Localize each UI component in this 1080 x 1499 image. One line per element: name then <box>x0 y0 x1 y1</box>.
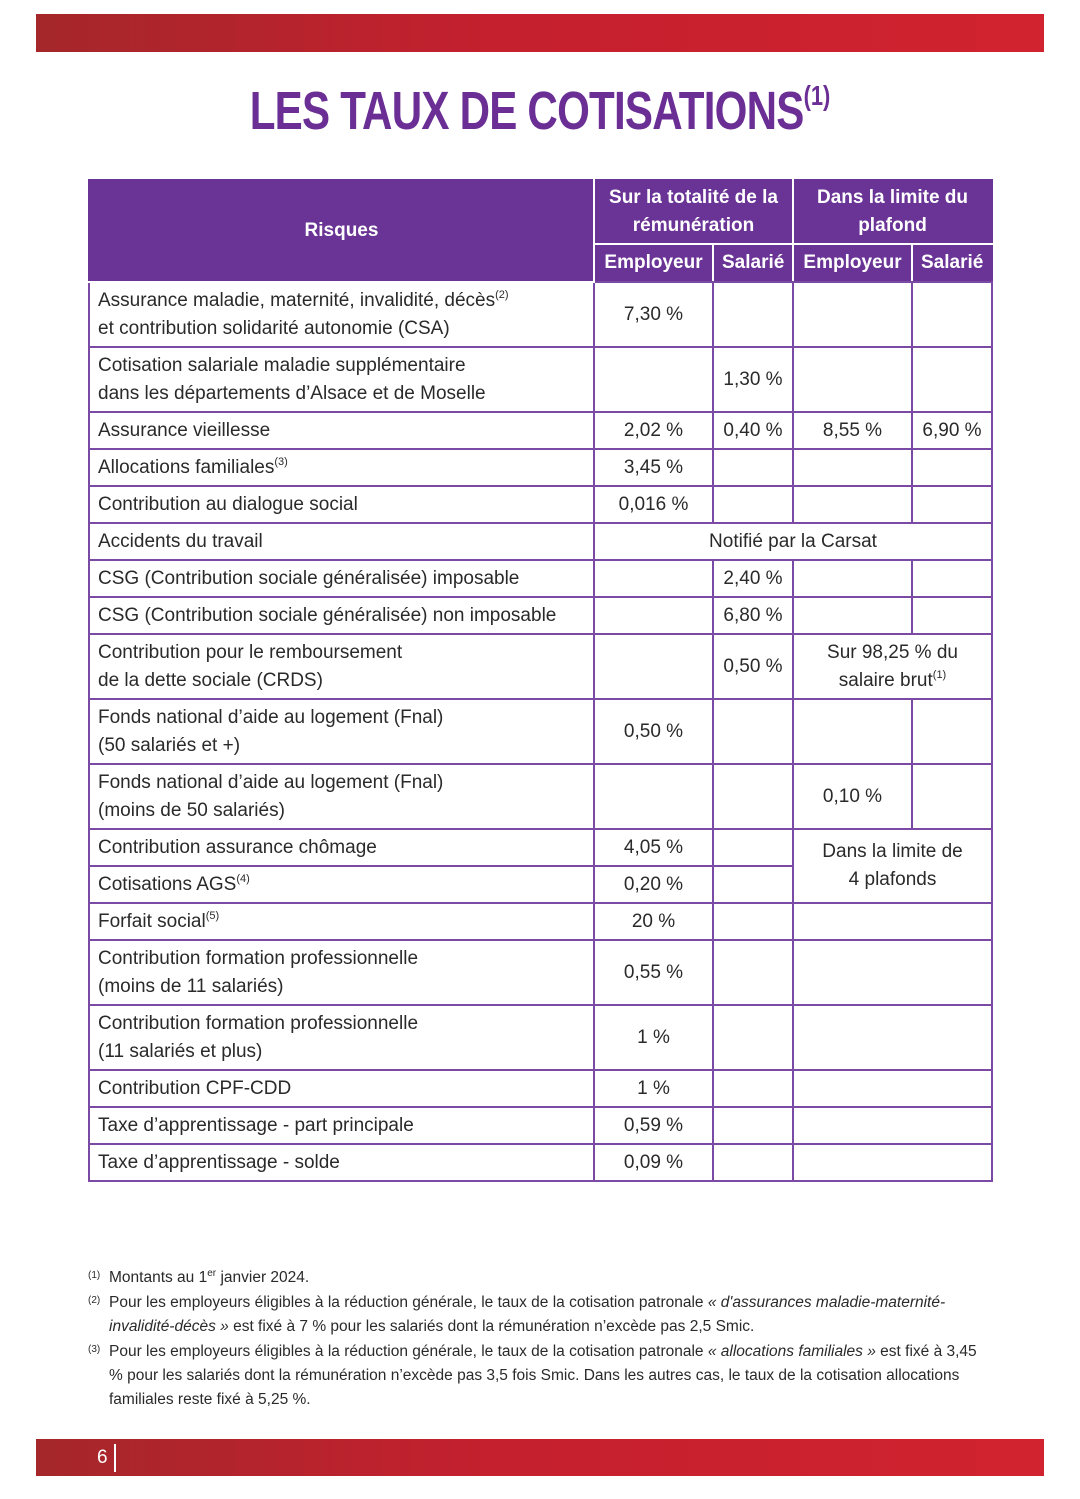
footnote <box>88 1340 993 1412</box>
total-employee-rate <box>713 1070 793 1107</box>
ceiling-employee-rate <box>912 699 992 764</box>
table-row <box>89 1107 992 1144</box>
ceiling-empty <box>793 1070 992 1107</box>
risk-label: Contribution CPF-CDD <box>89 1070 594 1107</box>
table-row <box>89 412 992 449</box>
ceiling-merged-note: Dans la limite de 4 plafonds <box>793 829 992 903</box>
total-employer-rate: 4,05 % <box>594 829 713 866</box>
header-group-ceiling: Dans la limite du plafond <box>793 180 992 244</box>
footnote-mark: (1) <box>88 1270 101 1281</box>
total-employee-rate: 0,50 % <box>713 634 793 699</box>
total-employee-rate <box>713 866 793 903</box>
total-employee-rate <box>713 764 793 829</box>
table-row <box>89 940 992 1005</box>
total-employee-rate <box>713 486 793 523</box>
total-employer-rate: 0,55 % <box>594 940 713 1005</box>
top-color-band <box>36 14 1044 52</box>
ceiling-employee-rate <box>912 764 992 829</box>
risk-label: Allocations familiales$^{(3)}$ <box>89 449 594 486</box>
ceiling-empty <box>793 1144 992 1181</box>
table-row <box>89 486 992 523</box>
ceiling-empty <box>793 1107 992 1144</box>
table-row <box>89 282 992 347</box>
total-employer-rate: 0,59 % <box>594 1107 713 1144</box>
ceiling-employee-rate <box>912 560 992 597</box>
table-row <box>89 699 992 764</box>
bottom-color-band <box>36 1439 1044 1476</box>
footnote-mark: (3) <box>88 1344 101 1355</box>
table-row <box>89 347 992 412</box>
header-risks: Risques <box>89 180 594 282</box>
table-row <box>89 1070 992 1107</box>
footnote-text: Pour les employeurs éligibles à la réduction générale, le taux de la cotisation patronale « d'assurances maladie-maternité-invalidité-décès » est fixé à 7 % pour les salariés dont la rémunération n’excède pas 2,5 Smic. <box>109 1294 946 1335</box>
ceiling-employee-rate <box>912 347 992 412</box>
risk-label: Contribution au dialogue social <box>89 486 594 523</box>
total-employer-rate <box>594 560 713 597</box>
total-employee-rate <box>713 829 793 866</box>
page-title <box>119 80 961 142</box>
ceiling-empty <box>793 1005 992 1070</box>
total-employer-rate: 3,45 % <box>594 449 713 486</box>
total-employer-rate <box>594 634 713 699</box>
table-row <box>89 764 992 829</box>
total-employer-rate: 0,016 % <box>594 486 713 523</box>
header-total-employer: Employeur <box>594 244 713 282</box>
total-employee-rate: 6,80 % <box>713 597 793 634</box>
footnote-text: Pour les employeurs éligibles à la réduction générale, le taux de la cotisation patronale « allocations familiales » est fixé à 3,45 % pour les salariés dont la rémunération n’excède pas 3,5 fois Smic. Dans les autres cas, le taux de la cotisation allocations familiales reste fixé à 5,25 %. <box>109 1343 977 1408</box>
total-employer-rate: 20 % <box>594 903 713 940</box>
total-employer-rate <box>594 764 713 829</box>
footnote <box>88 1266 993 1290</box>
page-title-text: LES TAUX DE COTISATIONS <box>249 81 804 141</box>
ceiling-employer-rate: 0,10 % <box>793 764 912 829</box>
risk-label: Cotisation salariale maladie supplémentaire dans les départements d’Alsace et de Moselle <box>89 347 594 412</box>
footnote-mark: (2) <box>88 1295 101 1306</box>
ceiling-employer-rate: 8,55 % <box>793 412 912 449</box>
total-employer-rate: 0,50 % <box>594 699 713 764</box>
header-ceiling-employee: Salarié <box>912 244 992 282</box>
footnote <box>88 1291 993 1339</box>
ceiling-empty <box>793 903 992 940</box>
total-employee-rate <box>713 449 793 486</box>
total-employee-rate: 2,40 % <box>713 560 793 597</box>
ceiling-employer-rate <box>793 486 912 523</box>
total-employer-rate <box>594 347 713 412</box>
total-employee-rate: 0,40 % <box>713 412 793 449</box>
table-row <box>89 523 992 560</box>
table-row <box>89 449 992 486</box>
risk-label: Assurance vieillesse <box>89 412 594 449</box>
table-row <box>89 560 992 597</box>
header-total-employee: Salarié <box>713 244 793 282</box>
total-employee-rate <box>713 282 793 347</box>
header-ceiling-employer: Employeur <box>793 244 912 282</box>
risk-label: Contribution formation professionnelle (11 salariés et plus) <box>89 1005 594 1070</box>
table-row <box>89 829 992 866</box>
table-row <box>89 597 992 634</box>
total-employee-rate <box>713 940 793 1005</box>
table-row <box>89 634 992 699</box>
ceiling-employer-rate <box>793 699 912 764</box>
footnotes <box>88 1266 993 1413</box>
footnote-text: Montants au 1er janvier 2024. <box>109 1268 310 1286</box>
ceiling-employer-rate <box>793 597 912 634</box>
total-employer-rate: 1 % <box>594 1005 713 1070</box>
risk-label: Contribution pour le remboursement de la dette sociale (CRDS) <box>89 634 594 699</box>
total-employee-rate: 1,30 % <box>713 347 793 412</box>
page-title-note: (1) <box>803 80 831 111</box>
risk-label: Accidents du travail <box>89 523 594 560</box>
ceiling-employer-rate <box>793 560 912 597</box>
total-employee-rate <box>713 1144 793 1181</box>
total-employee-rate <box>713 699 793 764</box>
ceiling-employer-rate <box>793 449 912 486</box>
total-employer-rate <box>594 597 713 634</box>
ceiling-employee-rate <box>912 597 992 634</box>
table-row <box>89 903 992 940</box>
ceiling-employee-rate: 6,90 % <box>912 412 992 449</box>
ceiling-employee-rate <box>912 449 992 486</box>
ceiling-employer-rate <box>793 347 912 412</box>
ceiling-empty <box>793 940 992 1005</box>
ceiling-merged-note: Sur 98,25 % du salaire brut$^{(1)}$ <box>793 634 992 699</box>
total-employer-rate: 1 % <box>594 1070 713 1107</box>
risk-label: Fonds national d’aide au logement (Fnal) (moins de 50 salariés) <box>89 764 594 829</box>
total-employer-rate: 2,02 % <box>594 412 713 449</box>
table-row <box>89 1005 992 1070</box>
ceiling-employer-rate <box>793 282 912 347</box>
risk-label: Fonds national d’aide au logement (Fnal) (50 salariés et +) <box>89 699 594 764</box>
risk-label: Taxe d’apprentissage - part principale <box>89 1107 594 1144</box>
ceiling-employee-rate <box>912 282 992 347</box>
total-employer-rate: 0,20 % <box>594 866 713 903</box>
risk-label: Contribution formation professionnelle (moins de 11 salariés) <box>89 940 594 1005</box>
risk-label: Cotisations AGS$^{(4)}$ <box>89 866 594 903</box>
merged-rate-note: Notifié par la Carsat <box>594 523 992 560</box>
total-employee-rate <box>713 903 793 940</box>
risk-label: Contribution assurance chômage <box>89 829 594 866</box>
ceiling-employee-rate <box>912 486 992 523</box>
risk-label: Assurance maladie, maternité, invalidité, décès$^{(2)}$ et contribution solidarité autonomie (CSA) <box>89 282 594 347</box>
risk-label: CSG (Contribution sociale généralisée) imposable <box>89 560 594 597</box>
total-employer-rate: 7,30 % <box>594 282 713 347</box>
risk-label: Forfait social$^{(5)}$ <box>89 903 594 940</box>
total-employer-rate: 0,09 % <box>594 1144 713 1181</box>
risk-label: CSG (Contribution sociale généralisée) non imposable <box>89 597 594 634</box>
risk-label: Taxe d’apprentissage - solde <box>89 1144 594 1181</box>
table-row <box>89 1144 992 1181</box>
page-number: 6 <box>97 1444 116 1472</box>
total-employee-rate <box>713 1005 793 1070</box>
total-employee-rate <box>713 1107 793 1144</box>
header-group-total: Sur la totalité de la rémunération <box>594 180 793 244</box>
contribution-rates-table <box>88 179 993 1182</box>
